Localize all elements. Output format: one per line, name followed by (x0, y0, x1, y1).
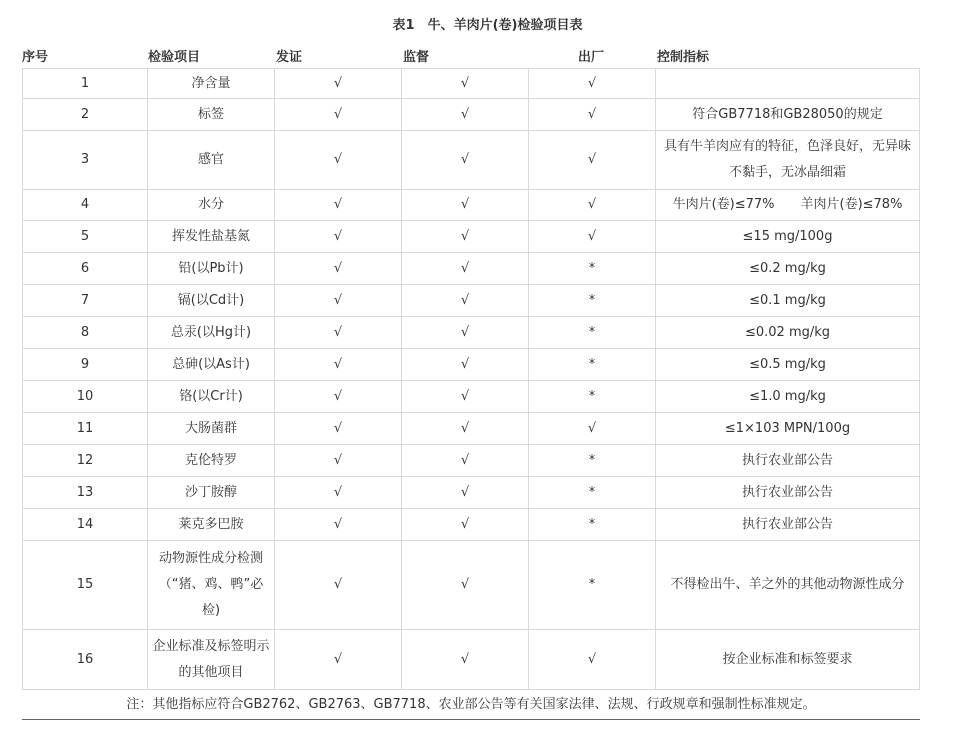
table-row (22, 317, 920, 349)
header-factory: 出厂 (578, 50, 605, 65)
cell-control: ≤0.5 mg/kg (656, 349, 920, 381)
cell-supervise: √ (402, 317, 529, 349)
cell-control: ≤0.02 mg/kg (656, 317, 920, 349)
cell-item: 总砷(以As计) (148, 349, 275, 381)
header-item: 检验项目 (148, 50, 201, 65)
cell-factory: * (529, 253, 656, 285)
header-cert: 发证 (276, 50, 303, 65)
cell-seq: 15 (22, 541, 148, 630)
cell-supervise: √ (402, 381, 529, 413)
cell-seq: 2 (22, 99, 148, 131)
cell-item: 净含量 (148, 68, 275, 99)
table-row (22, 221, 920, 253)
cell-cert: √ (275, 221, 402, 253)
cell-factory: * (529, 349, 656, 381)
cell-seq: 11 (22, 413, 148, 445)
table-row (22, 99, 920, 131)
cell-seq: 13 (22, 477, 148, 509)
cell-control (656, 68, 920, 99)
cell-supervise: √ (402, 221, 529, 253)
cell-supervise: √ (402, 445, 529, 477)
cell-item: 莱克多巴胺 (148, 509, 275, 541)
cell-cert: √ (275, 630, 402, 690)
cell-cert: √ (275, 509, 402, 541)
cell-item: 标签 (148, 99, 275, 131)
cell-supervise: √ (402, 68, 529, 99)
cell-supervise: √ (402, 630, 529, 690)
cell-factory: √ (529, 190, 656, 221)
cell-supervise: √ (402, 190, 529, 221)
cell-control: ≤1×103 MPN/100g (656, 413, 920, 445)
cell-item: 企业标准及标签明示的其他项目 (148, 630, 275, 690)
cell-supervise: √ (402, 413, 529, 445)
cell-control: 具有牛羊肉应有的特征，色泽良好，无异味不黏手，无冰晶细霜 (656, 131, 920, 190)
cell-factory: * (529, 509, 656, 541)
cell-factory: √ (529, 221, 656, 253)
cell-item: 挥发性盐基氮 (148, 221, 275, 253)
cell-cert: √ (275, 68, 402, 99)
cell-cert: √ (275, 253, 402, 285)
table-row (22, 253, 920, 285)
cell-cert: √ (275, 99, 402, 131)
cell-factory: √ (529, 630, 656, 690)
cell-cert: √ (275, 477, 402, 509)
header-control: 控制指标 (657, 50, 710, 65)
table-row (22, 445, 920, 477)
table-title: 表1 牛、羊肉片(卷)检验项目表 (392, 18, 583, 33)
cell-item: 镉(以Cd计) (148, 285, 275, 317)
cell-factory: * (529, 541, 656, 630)
table-row (22, 413, 920, 445)
cell-cert: √ (275, 317, 402, 349)
table-row (22, 630, 920, 690)
cell-seq: 7 (22, 285, 148, 317)
cell-factory: √ (529, 413, 656, 445)
table-row (22, 381, 920, 413)
cell-control: ≤0.2 mg/kg (656, 253, 920, 285)
cell-cert: √ (275, 285, 402, 317)
cell-factory: * (529, 285, 656, 317)
table-row (22, 285, 920, 317)
cell-factory: * (529, 445, 656, 477)
cell-control: ≤1.0 mg/kg (656, 381, 920, 413)
cell-supervise: √ (402, 285, 529, 317)
cell-cert: √ (275, 413, 402, 445)
cell-supervise: √ (402, 99, 529, 131)
cell-factory: √ (529, 99, 656, 131)
header-seq: 序号 (22, 50, 49, 65)
cell-seq: 16 (22, 630, 148, 690)
cell-seq: 9 (22, 349, 148, 381)
cell-supervise: √ (402, 477, 529, 509)
cell-item: 大肠菌群 (148, 413, 275, 445)
cell-item: 总汞(以Hg计) (148, 317, 275, 349)
table-row (22, 541, 920, 630)
cell-item: 水分 (148, 190, 275, 221)
cell-control: ≤0.1 mg/kg (656, 285, 920, 317)
cell-seq: 12 (22, 445, 148, 477)
cell-supervise: √ (402, 541, 529, 630)
cell-seq: 5 (22, 221, 148, 253)
cell-factory: √ (529, 68, 656, 99)
table-row (22, 68, 920, 99)
cell-seq: 10 (22, 381, 148, 413)
cell-factory: * (529, 381, 656, 413)
cell-control: ≤15 mg/100g (656, 221, 920, 253)
cell-control: 按企业标准和标签要求 (656, 630, 920, 690)
cell-cert: √ (275, 445, 402, 477)
cell-item: 克伦特罗 (148, 445, 275, 477)
cell-cert: √ (275, 541, 402, 630)
cell-control: 牛肉片(卷)≤77% 羊肉片(卷)≤78% (656, 190, 920, 221)
cell-seq: 14 (22, 509, 148, 541)
table-row (22, 131, 920, 190)
cell-control: 执行农业部公告 (656, 445, 920, 477)
cell-seq: 4 (22, 190, 148, 221)
table-row (22, 190, 920, 221)
cell-cert: √ (275, 349, 402, 381)
cell-item: 沙丁胺醇 (148, 477, 275, 509)
table-note: 注：其他指标应符合GB2762、GB2763、GB7718、农业部公告等有关国家法律、法规、行政规章和强制性标准规定。 (22, 690, 920, 720)
cell-supervise: √ (402, 509, 529, 541)
cell-factory: √ (529, 131, 656, 190)
cell-control: 执行农业部公告 (656, 509, 920, 541)
note-row (22, 690, 920, 720)
table-row (22, 477, 920, 509)
cell-supervise: √ (402, 253, 529, 285)
cell-factory: * (529, 477, 656, 509)
cell-supervise: √ (402, 131, 529, 190)
cell-seq: 6 (22, 253, 148, 285)
cell-cert: √ (275, 381, 402, 413)
cell-control: 不得检出牛、羊之外的其他动物源性成分 (656, 541, 920, 630)
table-row (22, 349, 920, 381)
cell-item: 动物源性成分检测（“猪、鸡、鸭”必检) (148, 541, 275, 630)
cell-factory: * (529, 317, 656, 349)
table-row (22, 509, 920, 541)
cell-supervise: √ (402, 349, 529, 381)
cell-control: 符合GB7718和GB28050的规定 (656, 99, 920, 131)
cell-item: 感官 (148, 131, 275, 190)
cell-item: 铅(以Pb计) (148, 253, 275, 285)
inspection-table (22, 68, 920, 720)
header-supervise: 监督 (403, 50, 430, 65)
cell-item: 铬(以Cr计) (148, 381, 275, 413)
cell-cert: √ (275, 131, 402, 190)
cell-seq: 8 (22, 317, 148, 349)
cell-seq: 3 (22, 131, 148, 190)
cell-control: 执行农业部公告 (656, 477, 920, 509)
cell-seq: 1 (22, 68, 148, 99)
cell-cert: √ (275, 190, 402, 221)
